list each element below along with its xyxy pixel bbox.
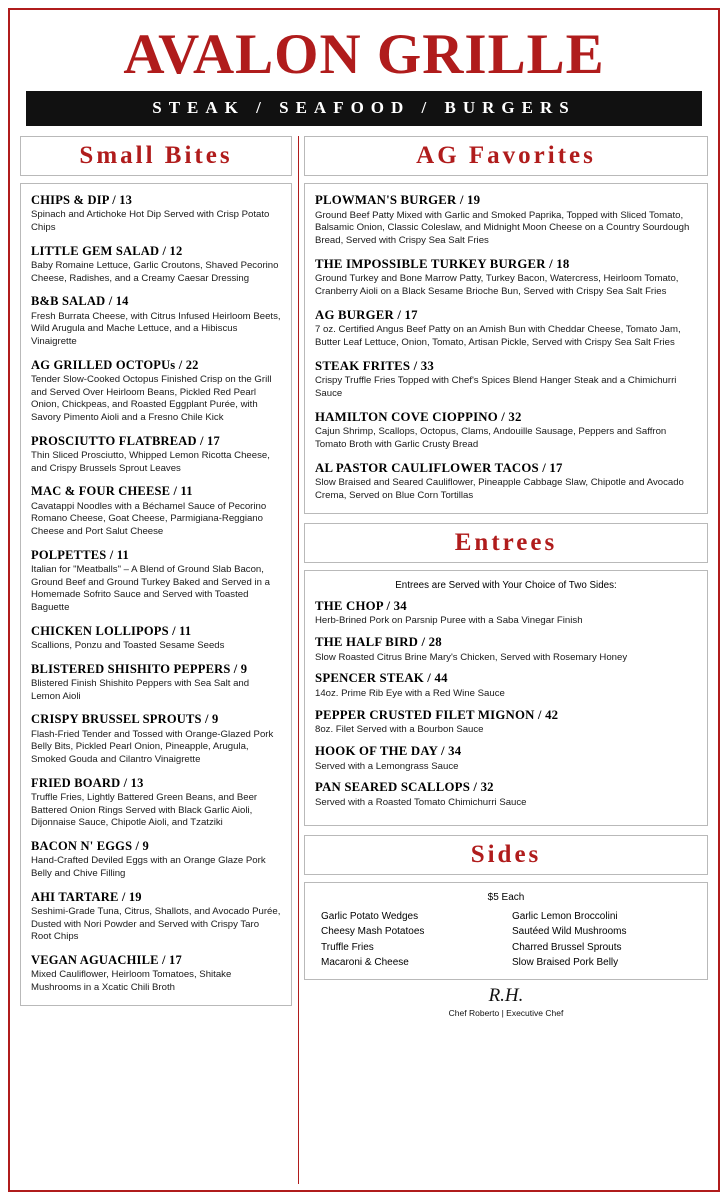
section-title: AG Favorites xyxy=(416,141,596,169)
side-item: Garlic Lemon Broccolini xyxy=(512,910,618,922)
section-body-entrees xyxy=(304,570,708,826)
menu-item xyxy=(315,257,697,299)
column-divider xyxy=(292,136,304,1184)
menu-item-name: THE HALF BIRD / 28 xyxy=(315,634,442,649)
section-body-ag-favorites xyxy=(304,183,708,514)
signature-mark: R.H. xyxy=(488,984,524,1006)
menu-item-desc: Ground Beef Patty Mixed with Garlic and Smoked Paprika, Topped with Sliced Tomato, Balsamic Onion, Classic Coleslaw, and Midnight Moon Cheese on a Country Sourdough Bread, Served with Crispy Sea Salt Fries xyxy=(315,209,690,246)
menu-item-name: HAMILTON COVE CIOPPINO / 32 xyxy=(315,409,522,424)
menu-item-name: PEPPER CRUSTED FILET MIGNON / 42 xyxy=(315,707,559,722)
menu-item-name: B&B SALAD / 14 xyxy=(31,294,129,309)
menu-item-name: PAN SEARED SCALLOPS / 32 xyxy=(315,780,494,795)
menu-item xyxy=(31,434,281,476)
side-item: Macaroni & Cheese xyxy=(321,957,409,969)
menu-item-name: THE IMPOSSIBLE TURKEY BURGER / 18 xyxy=(315,256,570,271)
chef-signature-block xyxy=(304,980,708,1018)
menu-item xyxy=(31,953,281,995)
menu-item-desc: Tender Slow-Cooked Octopus Finished Crisp on the Grill and Served Over Heirloom Beans, Pickled Red Pearl Onion, Chickpeas, and Roasted Eggplant Purée, with Savory Pimento Aioli and a Fresno Chile Kick xyxy=(31,373,272,423)
menu-item xyxy=(31,548,281,615)
menu-item-desc: 7 oz. Certified Angus Beef Patty on an Amish Bun with Cheddar Cheese, Tomato Jam, Butter Leaf Lettuce, Onion, Tomato, Artisan Pickle, Served with Crispy Sea Salt Fries xyxy=(315,324,681,348)
menu-item-desc: Slow Braised and Seared Cauliflower, Pineapple Cabbage Slaw, Chipotle and Avocado Crema, Served on Blue Corn Tortillas xyxy=(315,477,684,501)
menu-item-desc: Served with a Roasted Tomato Chimichurri Sauce xyxy=(315,797,527,809)
menu-item-desc: Blistered Finish Shishito Peppers with Sea Salt and Lemon Aioli xyxy=(31,678,250,702)
sides-grid xyxy=(315,909,697,971)
menu-item xyxy=(31,624,281,653)
masthead xyxy=(20,17,708,126)
menu-item-desc: Scallions, Ponzu and Toasted Sesame Seeds xyxy=(31,639,225,651)
menu-item-desc: Cavatappi Noodles with a Béchamel Sauce of Pecorino Romano Cheese, Goat Cheese, Parmigiana-Reggiano Cheese and Port Salut Cheese xyxy=(31,500,267,537)
section-title: Sides xyxy=(470,840,542,868)
menu-item-name: AG GRILLED OCTOPUs / 22 xyxy=(31,357,199,372)
menu-item-name: BLISTERED SHISHITO PEPPERS / 9 xyxy=(31,661,248,676)
menu-item-desc: Slow Roasted Citrus Brine Mary's Chicken, Served with Rosemary Honey xyxy=(315,651,628,663)
menu-item xyxy=(315,461,697,503)
menu-item xyxy=(31,890,281,944)
menu-item-name: THE CHOP / 34 xyxy=(315,598,407,613)
menu-item-name: CHICKEN LOLLIPOPS / 11 xyxy=(31,623,192,638)
section-header-small-bites xyxy=(20,136,292,176)
menu-item-name: BACON N' EGGS / 9 xyxy=(31,839,149,854)
menu-item-desc: Cajun Shrimp, Scallops, Octopus, Clams, Andouille Sausage, Peppers and Saffron Tomato Broth with Garlic Crusty Bread xyxy=(315,426,667,450)
menu-item-name: LITTLE GEM SALAD / 12 xyxy=(31,243,183,258)
menu-item-name: VEGAN AGUACHILE / 17 xyxy=(31,953,182,968)
signature-label: Chef Roberto | Executive Chef xyxy=(448,1007,564,1018)
menu-item-name: CRISPY BRUSSEL SPROUTS / 9 xyxy=(31,712,219,727)
sides-column-right xyxy=(506,909,697,971)
menu-item xyxy=(31,358,281,425)
section-entrees xyxy=(304,523,708,835)
menu-item xyxy=(315,780,697,809)
menu-item xyxy=(315,193,697,248)
menu-item xyxy=(315,708,697,737)
menu-item xyxy=(31,193,281,235)
side-item: Sautéed Wild Mushrooms xyxy=(512,926,627,938)
menu-item xyxy=(315,410,697,452)
section-sides xyxy=(304,835,708,980)
section-header-sides xyxy=(304,835,708,875)
section-body-sides xyxy=(304,882,708,980)
menu-item-desc: Crispy Truffle Fries Topped with Chef's Spices Blend Hanger Steak and a Chimichurri Sauce xyxy=(315,375,677,399)
menu-item-name: HOOK OF THE DAY / 34 xyxy=(315,744,462,759)
menu-item-name: MAC & FOUR CHEESE / 11 xyxy=(31,484,193,499)
section-header-ag-favorites xyxy=(304,136,708,176)
menu-item-name: AHI TARTARE / 19 xyxy=(31,889,142,904)
menu-item xyxy=(315,671,697,700)
side-item: Slow Braised Pork Belly xyxy=(512,957,619,969)
menu-columns xyxy=(20,136,708,1184)
menu-item-desc: Fresh Burrata Cheese, with Citrus Infused Heirloom Beets, Wild Arugula and Mache Lettuce, and a Hibiscus Vinaigrette xyxy=(31,310,281,347)
section-title: Small Bites xyxy=(79,141,233,169)
menu-item-name: AG BURGER / 17 xyxy=(315,307,418,322)
sides-column-left xyxy=(315,909,506,971)
menu-item-desc: Ground Turkey and Bone Marrow Patty, Turkey Bacon, Watercress, Heirloom Tomato, Cranberry Aioli on a Black Sesame Brioche Bun, Served with Crispy Sea Salt Fries xyxy=(315,273,679,297)
menu-item xyxy=(31,294,281,348)
restaurant-name: AVALON GRILLE xyxy=(123,23,605,86)
menu-item xyxy=(315,635,697,664)
side-item: Truffle Fries xyxy=(321,941,374,953)
menu-item-desc: Herb-Brined Pork on Parsnip Puree with a Saba Vinegar Finish xyxy=(315,615,583,627)
side-item: Cheesy Mash Potatoes xyxy=(321,926,425,938)
menu-item-name: PROSCIUTTO FLATBREAD / 17 xyxy=(31,433,220,448)
menu-item-desc: Thin Sliced Prosciutto, Whipped Lemon Ricotta Cheese, and Crispy Brussels Sprout Leaves xyxy=(31,449,270,474)
menu-item-name: AL PASTOR CAULIFLOWER TACOS / 17 xyxy=(315,460,563,475)
menu-item xyxy=(315,359,697,401)
menu-item xyxy=(31,776,281,830)
menu-item-name: STEAK FRITES / 33 xyxy=(315,358,434,373)
menu-item-desc: Baby Romaine Lettuce, Garlic Croutons, Shaved Pecorino Cheese, Radishes, and a Creamy Caesar Dressing xyxy=(31,259,279,284)
menu-item-name: CHIPS & DIP / 13 xyxy=(31,192,133,207)
menu-item xyxy=(315,744,697,773)
menu-item xyxy=(31,484,281,538)
menu-item-desc: Italian for "Meatballs" – A Blend of Ground Slab Bacon, Ground Beef and Ground Turkey Baked and Served in a Homemade Sofrito Sauce and Served with Toasted Baguette xyxy=(31,563,270,613)
menu-item-desc: Spinach and Artichoke Hot Dip Served with Crisp Potato Chips xyxy=(31,209,270,233)
menu-item-desc: Served with a Lemongrass Sauce xyxy=(315,760,459,772)
menu-item-desc: Hand-Crafted Deviled Eggs with an Orange Glaze Pork Belly and Chive Filling xyxy=(31,855,266,880)
menu-item-name: SPENCER STEAK / 44 xyxy=(315,671,448,686)
menu-item-name: POLPETTES / 11 xyxy=(31,547,129,562)
menu-item xyxy=(31,662,281,704)
sides-price-note: $5 Each xyxy=(487,891,525,903)
menu-item xyxy=(315,599,697,628)
menu-item-desc: Truffle Fries, Lightly Battered Green Beans, and Beer Battered Onion Rings Served with Black Garlic Aioli, Dijonnaise Sauce, Chipotle Aioli, and Tzatziki xyxy=(31,792,258,829)
menu-item-name: FRIED BOARD / 13 xyxy=(31,775,144,790)
side-item: Garlic Potato Wedges xyxy=(321,910,419,922)
menu-item-desc: Mixed Cauliflower, Heirloom Tomatoes, Shitake Mushrooms in a Xcatic Chili Broth xyxy=(31,969,232,994)
menu-item-desc: 8oz. Filet Served with a Bourbon Sauce xyxy=(315,724,484,736)
menu-item xyxy=(31,244,281,286)
menu-item xyxy=(31,712,281,766)
menu-item-name: PLOWMAN'S BURGER / 19 xyxy=(315,192,481,207)
section-title: Entrees xyxy=(454,528,558,556)
tagline-bar: STEAK / SEAFOOD / BURGERS xyxy=(26,91,702,126)
menu-item-desc: Seshimi-Grade Tuna, Citrus, Shallots, and Avocado Purée, Dusted with Nori Powder and Served with Crispy Taro Root Chips xyxy=(31,906,281,943)
entrees-note: Entrees are Served with Your Choice of Two Sides: xyxy=(395,579,617,591)
section-body-small-bites xyxy=(20,183,292,1006)
menu-item-desc: Flash-Fried Tender and Tossed with Orange-Glazed Pork Belly Bits, Pickled Pearl Onion, Pineapple, Arugula, Smoked Gouda and Cilantro Vinaigrette xyxy=(31,728,274,766)
menu-item xyxy=(315,308,697,350)
column-right xyxy=(304,136,708,1184)
menu-item xyxy=(31,839,281,881)
page-border xyxy=(8,8,720,1192)
section-ag-favorites xyxy=(304,136,708,523)
column-left xyxy=(20,136,292,1184)
menu-item-desc: 14oz. Prime Rib Eye with a Red Wine Sauce xyxy=(315,688,505,700)
side-item: Charred Brussel Sprouts xyxy=(512,941,622,953)
section-header-entrees xyxy=(304,523,708,563)
